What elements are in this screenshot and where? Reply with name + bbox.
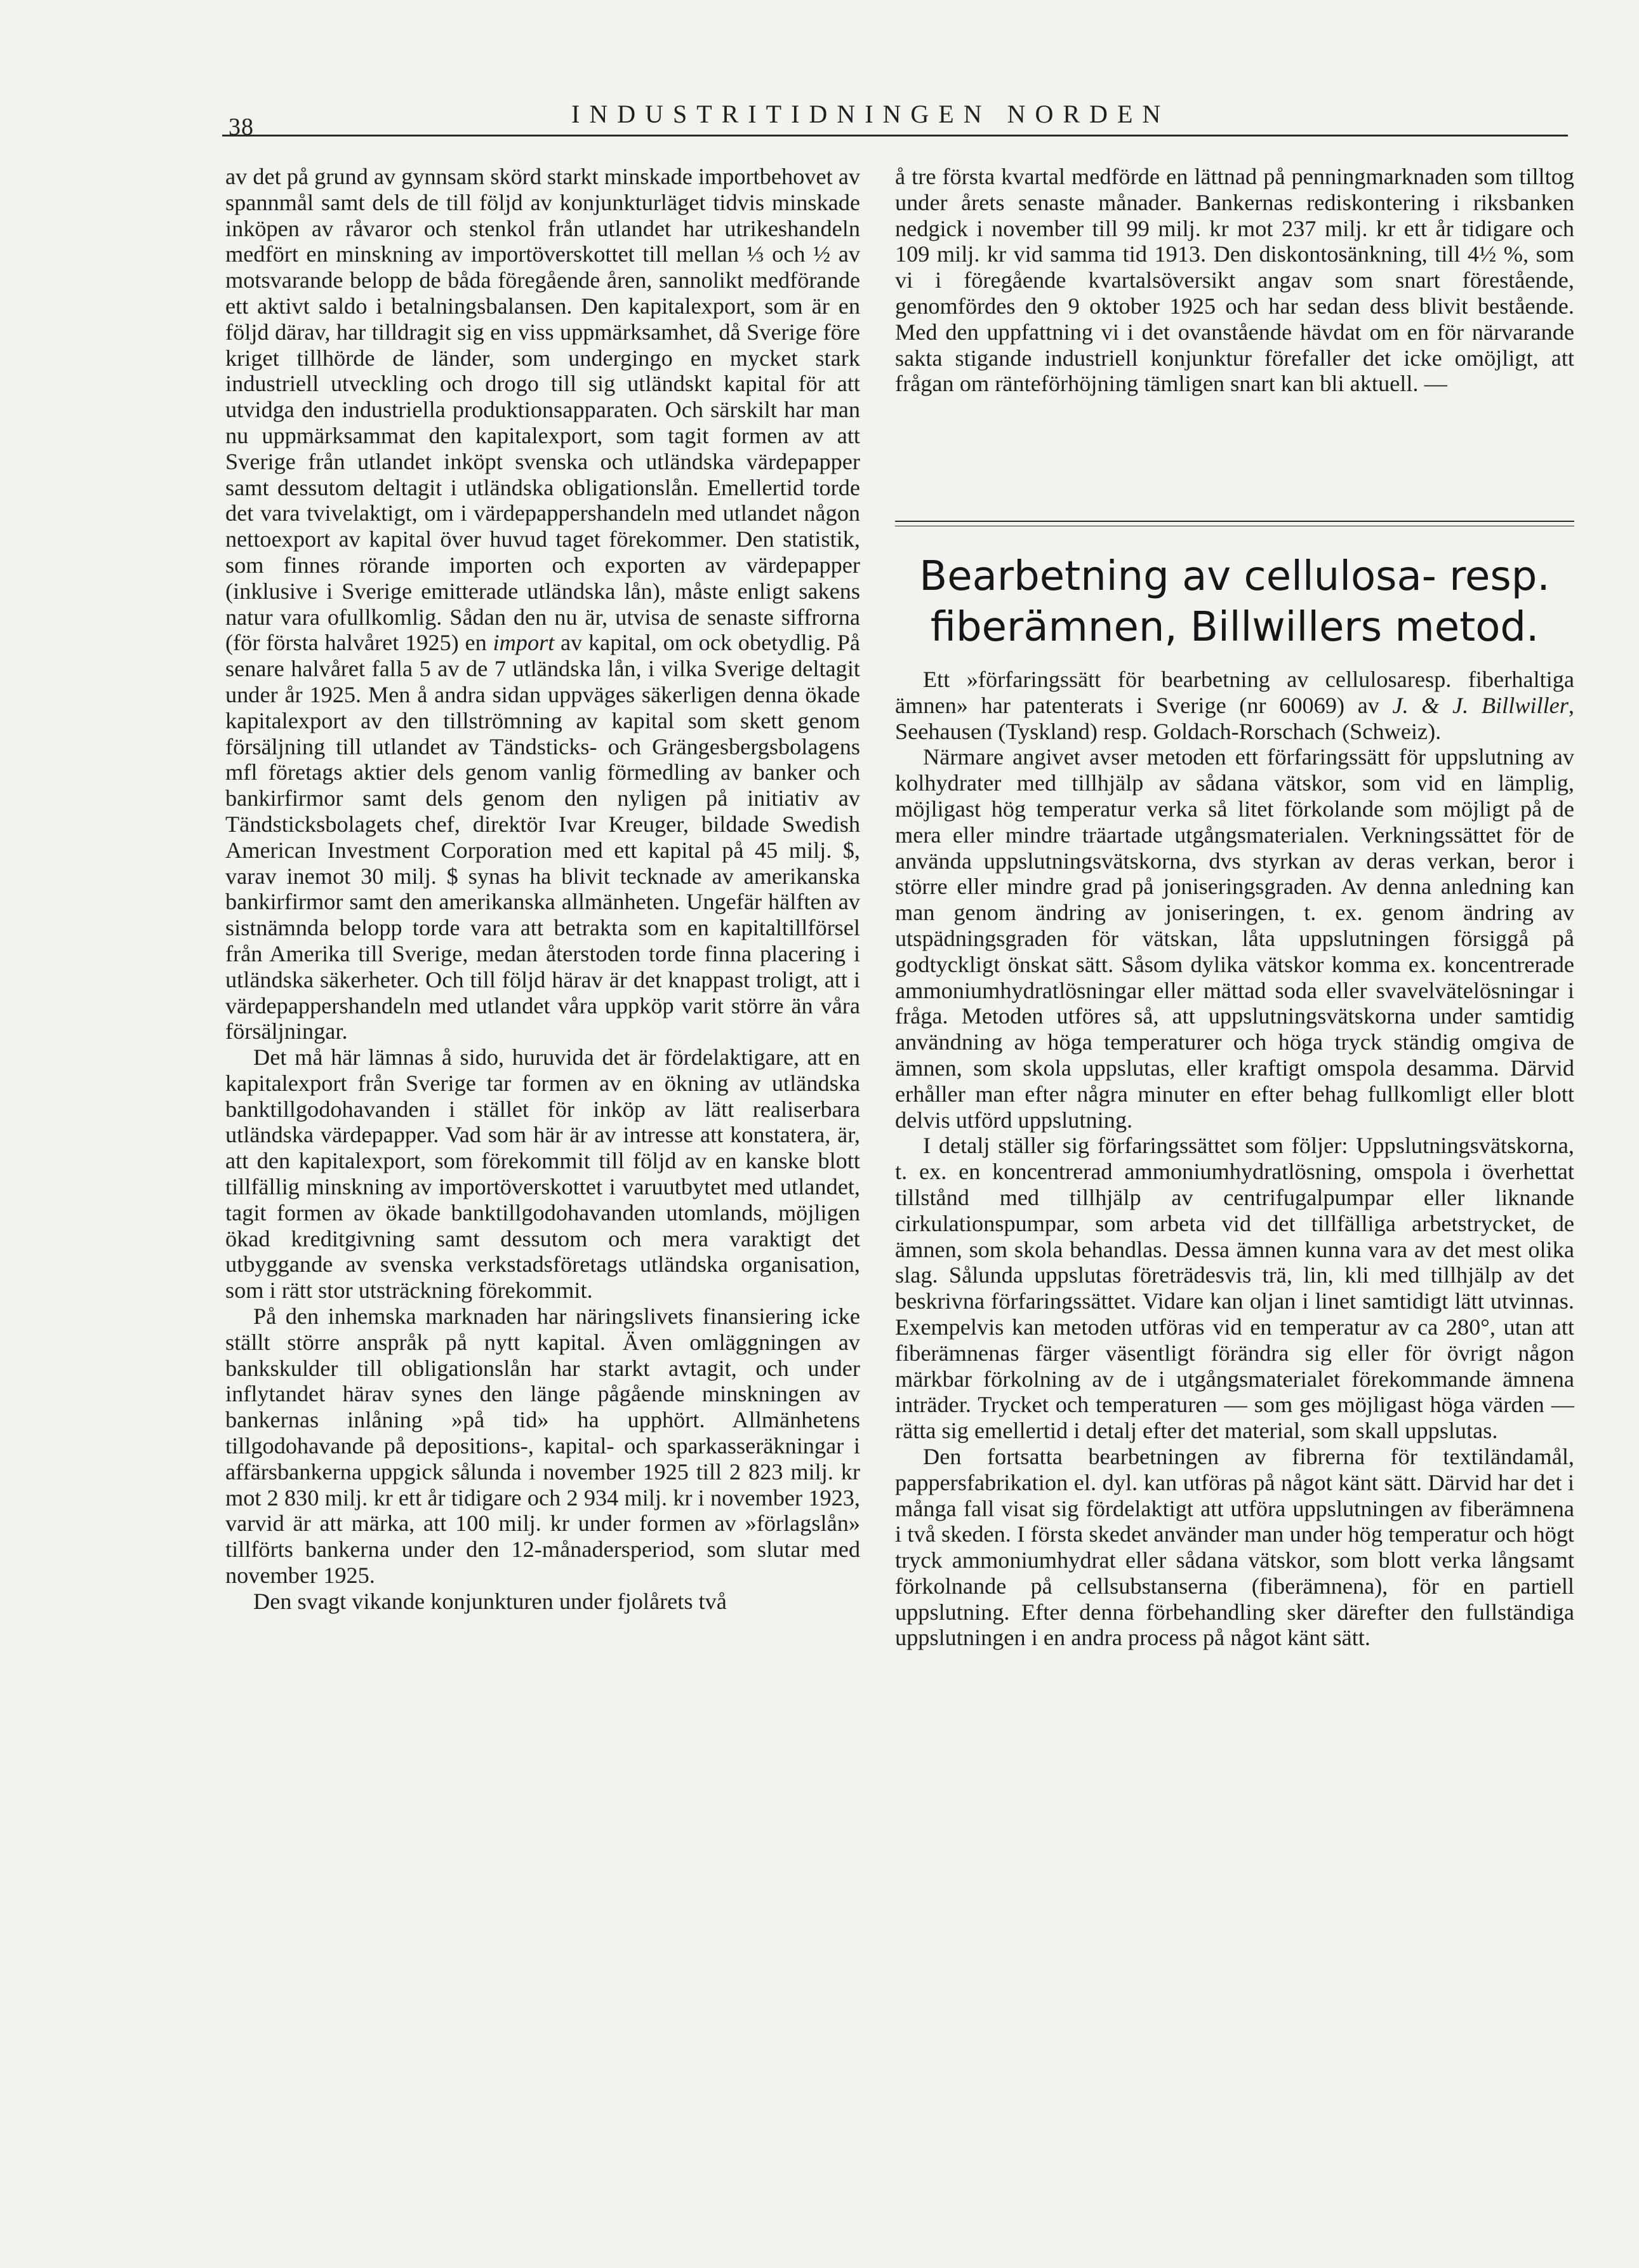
left-paragraph-4: Den svagt vikande konjunkturen under fjolårets två xyxy=(253,1588,727,1614)
left-paragraph-2: Det må här lämnas å sido, huruvida det är fördelaktigare, att en kapitalexport från Sverige tar formen av en ökning av utländska banktillgodohavanden i stället för inköp av lätt realiserbara utländska värdepapper. Vad som här är av intresse att konstatera, är, att den kapitalexport, som förekommit till följd av en kanske blott tillfällig minskning av importöverskottet i varuutbytet med utlandet, tagit formen av ökade banktillgodohavanden utomlands, möjligen ökad kreditgivning samt dessutom och mera varaktigt det utbyggande av svenska verkstadsföretags utländska organisation, som i rätt stor utsträckning förekommit. xyxy=(225,1044,860,1304)
article-title-line-1: Bearbetning av cellulosa- resp. xyxy=(919,553,1550,600)
left-paragraph-3: På den inhemska marknaden har näringslivets finansiering icke ställt större anspråk på nytt kapital. Även omläggningen av bankskulder till obligationslån har starkt avtagit, och under inflytandet härav synes den länge pågående minskningen av bankernas inlåning »på tid» ha upphört. Allmänhetens tillgodohavande på depositions-, kapital- och sparkasseräkningar i affärsbankerna uppgick sålunda i november 1925 till 2 823 milj. kr mot 2 830 milj. kr ett år tidigare och 2 934 milj. kr i november 1923, varvid är att märka, att 100 milj. kr under formen av »förlagslån» tillförts bankerna under den 12-månadersperiod, som slutar med november 1925. xyxy=(225,1304,860,1589)
page-number: 38 xyxy=(229,114,254,140)
article-paragraph-1-start: Ett »förfaringssätt för bearbetning av cellulosaresp. fiberhaltiga ämnen» har patenterats i Sverige (nr 60069) av xyxy=(895,667,1574,718)
left-paragraph-1-text: av det på grund av gynnsam skörd starkt minskade importbehovet av spannmål samt dels de till följd av konjunkturläget tidvis minskade inköpen av råvaror och stenkol från utlandet har utrikeshandeln medfört en minskning av importöverskottet till mellan ⅓ och ½ av motsvarande belopp de båda föregående åren, sannolikt medförande ett aktivt saldo i betalningsbalansen. Den kapitalexport, som är en följd därav, har tilldragit sig en viss uppmärksamhet, då Sverige före kriget tillhörde de länder, som undergingo en mycket stark industriell utveckling och drogo till sig utländskt kapital för att utvidga den industriella produktionsapparaten. Och särskilt har man nu uppmärksammat den kapitalexport, som tagit formen av att Sverige från utlandet inköpt svenska och utländska värdepapper samt dessutom deltagit i utländska obligationslån. Emellertid torde det vara tvivelaktigt, om i värdepappershandeln med utlandet någon nettoexport av kapital över huvud taget förekommer. Den statistik, som finnes rörande importen och exporten av värdepapper (inklusive i Sverige emitterade utländska lån), måste enligt sakens natur vara ofullkomlig. Sådan den nu är, utvisa de senaste siffrorna (för första halvåret 1925) en xyxy=(225,164,860,656)
section-rule xyxy=(895,521,1574,522)
article-title-line-2: fiberämnen, Billwillers metod. xyxy=(930,604,1539,651)
article-paragraph-1-end: , Seehausen (Tyskland) resp. Goldach-Rorschach (Schweiz). xyxy=(895,692,1574,744)
import-emphasis: import xyxy=(493,630,555,656)
article-body xyxy=(895,667,1574,1651)
left-paragraph-1 xyxy=(225,164,860,1044)
article-title xyxy=(895,551,1574,653)
left-paragraph-1-rest: av kapital, om ock obetydlig. På senare halvåret falla 5 av de 7 utländska lån, i vilka Sverige deltagit under år 1925. Men å andra sidan uppväges säkerligen denna ökade kapitalexport av den tillströmning av kapital som skett genom försäljning till utlandet av Tändsticks- och Grängesbergsbolagens mfl företags aktier dels genom vanlig förmedling av banker och bankirfirmor samt dels genom den nyligen på initiativ av Tändsticksbolagets chef, direktör Ivar Kreuger, bildade Swedish American Investment Corporation med ett kapital på 45 milj. $, varav inemot 30 milj. $ synas ha blivit tecknade av amerikanska bankirfirmor samt den amerikanska allmänheten. Ungefär hälften av sistnämnda belopp torde vara att betrakta som en kapitaltillförsel från Amerika till Sverige, medan återstoden torde finna placering i utländska säkerheter. Och till följd härav är det knappast troligt, att i värdepappershandeln med utlandet våra uppköp varit större än våra försäljningar. xyxy=(225,630,860,1044)
running-head: INDUSTRITIDNINGEN NORDEN xyxy=(571,100,1171,128)
right-column-continuation xyxy=(895,164,1574,397)
article-paragraph-1 xyxy=(895,667,1574,744)
right-paragraph-1: å tre första kvartal medförde en lättnad på penningmarknaden som tilltog under årets senaste månader. Bankernas rediskontering i riksbanken nedgick i november till 99 milj. kr mot 237 milj. kr ett år tidigare och 109 milj. kr vid samma tid 1913. Den diskontosänkning, till 4½ %, som vi i föregående kvartalsöversikt angav som snart förestående, genomfördes den 9 oktober 1925 och har sedan dess blivit bestående. Med den uppfattning vi i det ovanstående hävdat om en för närvarande sakta stigande industriell konjunktur förefaller det icke omöjligt, att frågan om ränteförhöjning tämligen snart kan bli aktuell. — xyxy=(895,164,1574,397)
article-author: J. & J. Billwiller xyxy=(1392,692,1569,718)
left-column xyxy=(225,164,860,2234)
header-rule xyxy=(222,135,1568,137)
article-paragraph-3: I detalj ställer sig förfaringssättet som följer: Uppslutningsvätskorna, t. ex. en koncentrerad ammoniumhydratlösning, omspola i överhettat tillstånd med tillhjälp av centrifugalpumpar eller liknande cirkulationspumpar, som arbeta vid det tillfälliga arbetstrycket, de ämnen, som skola behandlas. Dessa ämnen kunna vara av det mest olika slag. Sålunda uppslutas företrädesvis trä, lin, kli med tillhjälp av det beskrivna förfaringssättet. Vidare kan oljan i linet samtidigt lätt utvinnas. Exempelvis kan metoden utföras vid en temperatur av ca 280°, utan att fiberämnenas färger väsentligt förändra sig eller för övrigt någon märkbar förkolning av de i utgångsmaterialet förekommande ämnena inträder. Trycket och temperaturen — som ges möjligast höga värden — rätta sig emellertid i detalj efter det material, som skall uppslutas. xyxy=(895,1133,1574,1444)
article-paragraph-4: Den fortsatta bearbetningen av fibrerna för textiländamål, pappersfabrikation el. dyl. kan utföras på något känt sätt. Därvid har det i många fall visat sig fördelaktigt att utföra uppslutningen av fiberämnena i två skeden. I första skedet använder man under hög temperatur och högt tryck ammoniumhydrat eller sådana vätskor, som blott verka långsamt förkolnande på cellsubstanserna (fiberämnena), för en partiell uppslutning. Efter denna förbehandling sker därefter den fullständiga uppslutningen i en andra process på något känt sätt. xyxy=(895,1443,1574,1651)
article-paragraph-2: Närmare angivet avser metoden ett förfaringssätt för uppslutning av kolhydrater med tillhjälp av sådana vätskor, som vid en lämplig, möjligast hög temperatur verka så litet förkolande som möjligt på de mera eller mindre träartade utgångsmaterialen. Verkningssättet för de använda uppslutningsvätskorna, dvs styrkan av deras verkan, beror i större eller mindre grad på joniseringsgraden. Av denna anledning kan man genom ändring av joniseringen, t. ex. genom ändring av utspädningsgraden för vätskan, låta uppslutningen försiggå på godtyckligt önskat sätt. Såsom dylika vätskor komma ex. koncentrerade ammoniumhydratlösningar eller mättad soda eller svavelvätelösningar i fråga. Metoden utföres så, att uppslutningsvätskorna under samtidig användning av höga temperaturer och höga tryck ständig omgiva de ämnen, som skola uppslutas, eller kraftigt omspola desamma. Därvid erhåller man efter några minuter en efter behag fullkomligt eller blott delvis utförd uppslutning. xyxy=(895,744,1574,1133)
